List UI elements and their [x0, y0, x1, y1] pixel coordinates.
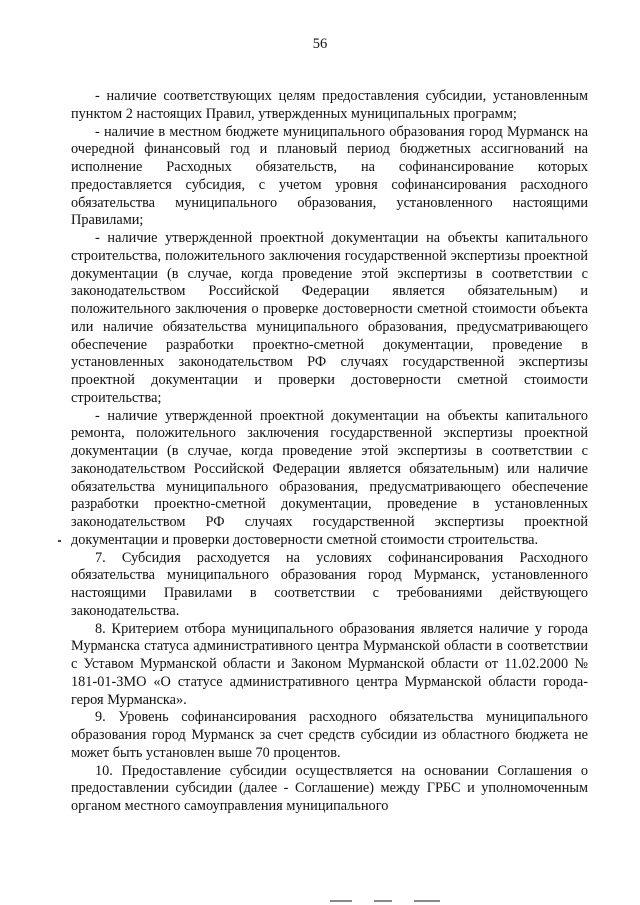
paragraph-capital-repair-condition: - наличие утвержденной проектной документации на объекты капитального ремонта, положительного заключения государственной экспертизы проектной документации (в случае, когда проведение этой экспертизы в соответствии с законодательством Российской Федерации является обязательным) или наличие обязательства муниципального образования, предусматривающего обеспечение разработки проектно-сметной документации, проведение в установленных законодательством РФ случаях государственной экспертизы проектной документации и проверки достоверности сметной стоимости строительства.: [71, 407, 588, 548]
paragraph-budget-condition: - наличие в местном бюджете муниципального образования город Мурманск на очередной финансовый год и плановый период бюджетных ассигнований на исполнение Расходных обязательств, на софинансирование которых предоставляется субсидия, с учетом уровня софинансирования расходного обязательства муниципального образования, установленного настоящими Правилами;: [71, 123, 588, 229]
paragraph-clause-9: 9. Уровень софинансирования расходного обязательства муниципального образования город Мурманск за счет средств субсидии из областного бюджета не может быть установлен выше 70 процентов.: [71, 709, 588, 761]
paragraph-capital-construction-condition: - наличие утвержденной проектной документации на объекты капитального строительства, положительного заключения государственной экспертизы проектной документации (в случае, когда проведение этой экспертизы в соответствии с законодательством Российской Федерации является обязательным) и положительного заключения о проверке достоверности сметной стоимости объекта или наличие обязательства муниципального образования, предусматривающего обеспечение разработки проектно-сметной документации, проведение в установленных законодательством РФ случаях государственной экспертизы проектной документации и проверки достоверности сметной стоимости строительства;: [71, 230, 588, 406]
scan-artifact-mark: [58, 540, 61, 542]
paragraph-clause-10: 10. Предоставление субсидии осуществляется на основании Соглашения о предоставлении субсидии (далее - Соглашение) между ГРБС и уполномоченным органом местного самоуправления муниципального: [71, 762, 588, 814]
page-number: 56: [312, 36, 328, 52]
paragraph-clause-7: 7. Субсидия расходуется на условиях софинансирования Расходного обязательства муниципального образования город Мурманск, установленного настоящими Правилами в соответствии с требованиями действующего законодательства.: [71, 549, 588, 619]
scan-edge-artifacts: [330, 900, 470, 903]
document-body: [71, 88, 588, 816]
paragraph-programs-condition: - наличие соответствующих целям предоставления субсидии, установленным пунктом 2 настоящих Правил, утвержденных муниципальных программ;: [71, 88, 588, 122]
paragraph-clause-8: 8. Критерием отбора муниципального образования является наличие у города Мурманска статуса административного центра Мурманской области в соответствии с Уставом Мурманской области и Законом Мурманской области от 11.02.2000 № 181-01-ЗМО «О статусе административного центра Мурманской области города-героя Мурманска».: [71, 620, 588, 708]
